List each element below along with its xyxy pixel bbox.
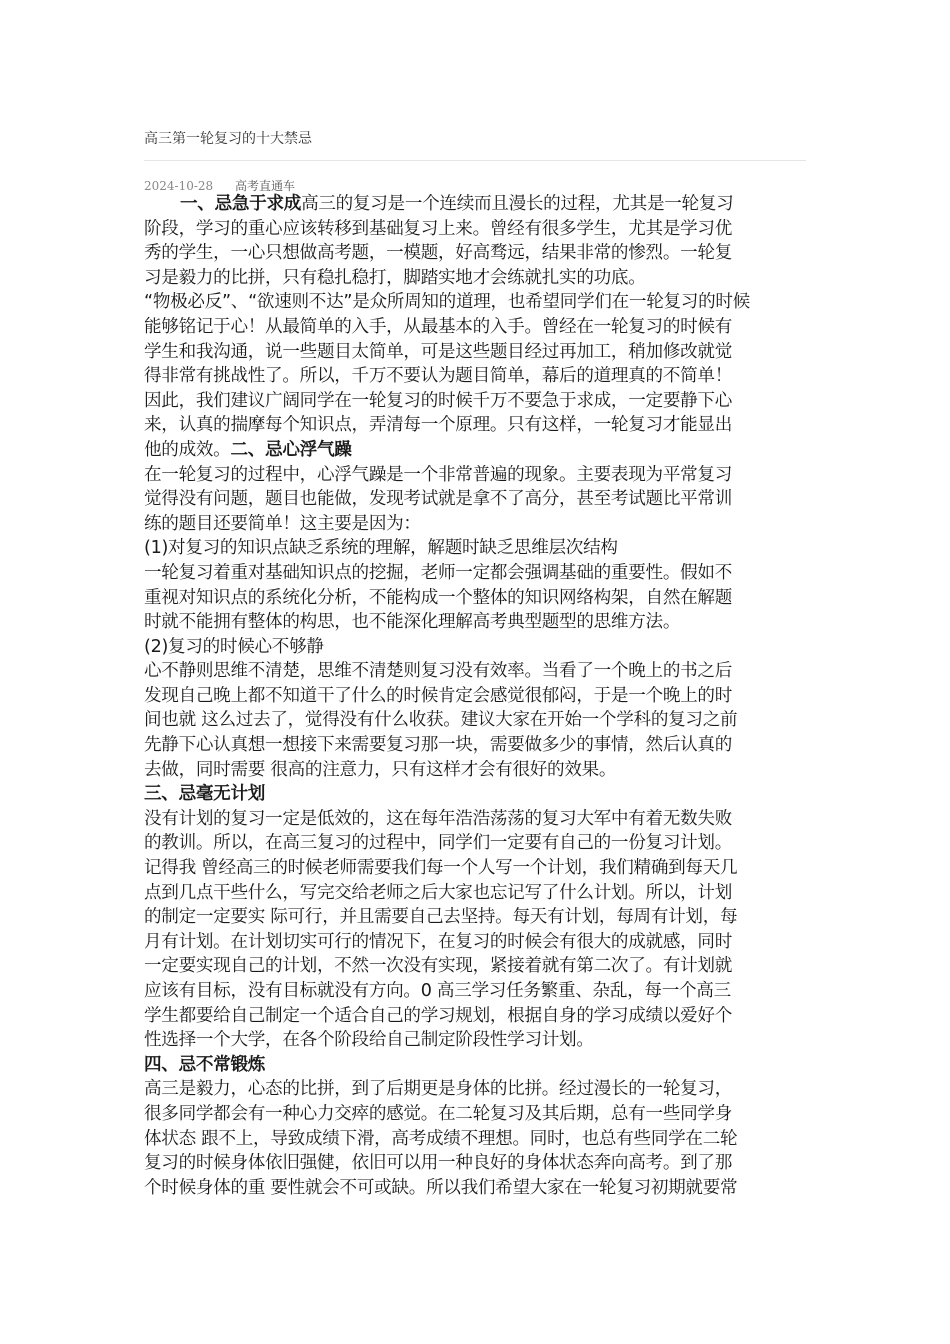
body-line [144,954,806,979]
article-source: 高考直通车 [235,179,296,193]
body-text: 点到几点干些什么，写完交给老师之后大家也忘记写了什么计划。所以，计划 [144,882,732,903]
body-line [144,1127,806,1152]
body-text: 很多同学都会有一种心力交瘁的感觉。在二轮复习及其后期，总有一些同学身 [144,1103,732,1124]
body-text: 体状态 跟不上，导致成绩下滑，高考成绩不理想。同时，也总有些同学在二轮 [144,1128,738,1149]
body-line [144,413,806,438]
section-heading: 三、忌毫无计划 [144,784,266,805]
article-body [144,192,806,1200]
body-text: 觉得没有问题，题目也能做，发现考试就是拿不了高分，甚至考试题比平常训 [144,489,732,510]
body-line [144,389,806,414]
body-line [144,708,806,733]
body-line [144,586,806,611]
body-text: 学生都要给自己制定一个适合自己的学习规划，根据自身的学习成绩以爱好个 [144,1005,732,1026]
body-line [144,659,806,684]
body-line [144,1028,806,1053]
body-line [144,1077,806,1102]
body-text: 的制定一定要实 际可行，并且需要自己去坚持。每天有计划，每周有计划，每 [144,907,738,928]
body-text: 时就不能拥有整体的构思，也不能深化理解高考典型题型的思维方法。 [144,612,681,633]
body-line [144,463,806,488]
body-line [144,364,806,389]
body-line [144,1004,806,1029]
body-line [144,979,806,1004]
section-heading: 四、忌不常锻炼 [144,1054,266,1075]
body-text: 去做，同时需要 很高的注意力，只有这样才会有很好的效果。 [144,759,617,780]
body-text: 因此，我们建议广阔同学在一轮复习的时候千万不要急于求成，一定要静下心 [144,390,732,411]
body-line [144,881,806,906]
article-title: 高三第一轮复习的十大禁忌 [144,131,312,147]
body-text: 学生和我沟通，说一些题目太简单，可是这些题目经过再加工，稍加修改就觉 [144,341,732,362]
body-line [144,733,806,758]
body-line [144,930,806,955]
body-line [144,856,806,881]
body-text: 来，认真的揣摩每个知识点，弄清每一个原理。只有这样，一轮复习才能显出 [144,415,732,436]
body-text: 发现自己晚上都不知道干了什么的时候肯定会感觉很郁闷，于是一个晚上的时 [144,685,732,706]
body-line [144,1176,806,1201]
section-heading: 一、忌急于求成 [180,194,302,214]
body-text: 一定要实现自己的计划，不然一次没有实现，紧接着就有第二次了。有计划就 [144,956,732,977]
body-line [144,512,806,537]
body-text: “物极必反”、“欲速则不达”是众所周知的道理，也希望同学们在一轮复习的时候 [144,292,750,313]
body-text: 应该有目标，没有目标就没有方向。0 高三学习任务繁重、杂乱，每一个高三 [144,981,731,1001]
body-text: 复习的时候身体依旧强健，依旧可以用一种良好的身体状态奔向高考。到了那 [144,1153,732,1174]
body-line [144,266,806,291]
section-heading: 二、忌心浮气躁 [230,439,352,460]
body-text: 他的成效。 [144,439,231,460]
body-line [144,807,806,832]
body-line [144,315,806,340]
body-line [144,192,806,217]
body-text: 性选择一个大学，在各个阶段给自己制定阶段性学习计划。 [144,1030,594,1051]
body-text: 得非常有挑战性了。所以，千万不要认为题目简单，幕后的道理真的不简单！ [144,366,732,387]
body-line [144,1102,806,1127]
body-text: 先静下心认真想一想接下来需要复习那一块，需要做多少的事情，然后认真的 [144,735,732,756]
body-line [144,340,806,365]
body-line [144,487,806,512]
body-text: 的教训。所以，在高三复习的过程中，同学们一定要有自己的一份复习计划。 [144,833,732,854]
body-line [144,905,806,930]
body-text: 月有计划。在计划切实可行的情况下，在复习的时候会有很大的成就感，同时 [144,931,732,952]
body-text: 高三的复习是一个连续而且漫长的过程，尤其是一轮复习 [301,194,734,214]
publish-date: 2024-10-28 [144,179,214,193]
body-text: 间也就 这么过去了，觉得没有什么收获。建议大家在开始一个学科的复习之前 [144,710,738,731]
body-text: 阶段，学习的重心应该转移到基础复习上来。曾经有很多学生，尤其是学习优 [144,218,732,239]
title-divider [144,160,806,161]
body-line [144,1151,806,1176]
body-line [144,635,806,660]
body-line [144,536,806,561]
body-line [144,290,806,315]
body-line [144,684,806,709]
body-text: (1)对复习的知识点缺乏系统的理解，解题时缺乏思维层次结构 [144,538,618,559]
body-text: 习是毅力的比拼，只有稳扎稳打，脚踏实地才会练就扎实的功底。 [144,267,646,288]
body-line [144,758,806,783]
body-text: 练的题目还要简单！这主要是因为： [144,513,421,534]
body-line [144,561,806,586]
body-text: (2)复习的时候心不够静 [144,636,324,657]
body-text: 个时候身体的重 要性就会不可或缺。所以我们希望大家在一轮复习初期就要常 [144,1177,738,1198]
body-text: 高三是毅力，心态的比拼，到了后期更是身体的比拼。经过漫长的一轮复习， [144,1079,732,1100]
body-line [144,438,806,463]
body-line [144,782,806,807]
body-text: 没有计划的复习一定是低效的，这在每年浩浩荡荡的复习大军中有着无数失败 [144,808,732,829]
body-text: 能够铭记于心！从最简单的入手，从最基本的入手。曾经在一轮复习的时候有 [144,316,732,337]
body-text: 秀的学生，一心只想做高考题，一模题，好高骛远，结果非常的惨烈。一轮复 [144,243,732,264]
body-text: 记得我 曾经高三的时候老师需要我们每一个人写一个计划，我们精确到每天几 [144,858,738,879]
body-text: 重视对知识点的系统化分析，不能构成一个整体的知识网络构架，自然在解题 [144,587,732,608]
body-text: 一轮复习着重对基础知识点的挖掘，老师一定都会强调基础的重要性。假如不 [144,562,732,583]
body-line [144,217,806,242]
body-text: 在一轮复习的过程中，心浮气躁是一个非常普遍的现象。主要表现为平常复习 [144,464,732,485]
body-line [144,1053,806,1078]
body-line [144,831,806,856]
body-line [144,241,806,266]
body-line [144,610,806,635]
body-text: 心不静则思维不清楚，思维不清楚则复习没有效率。当看了一个晚上的书之后 [144,661,732,682]
